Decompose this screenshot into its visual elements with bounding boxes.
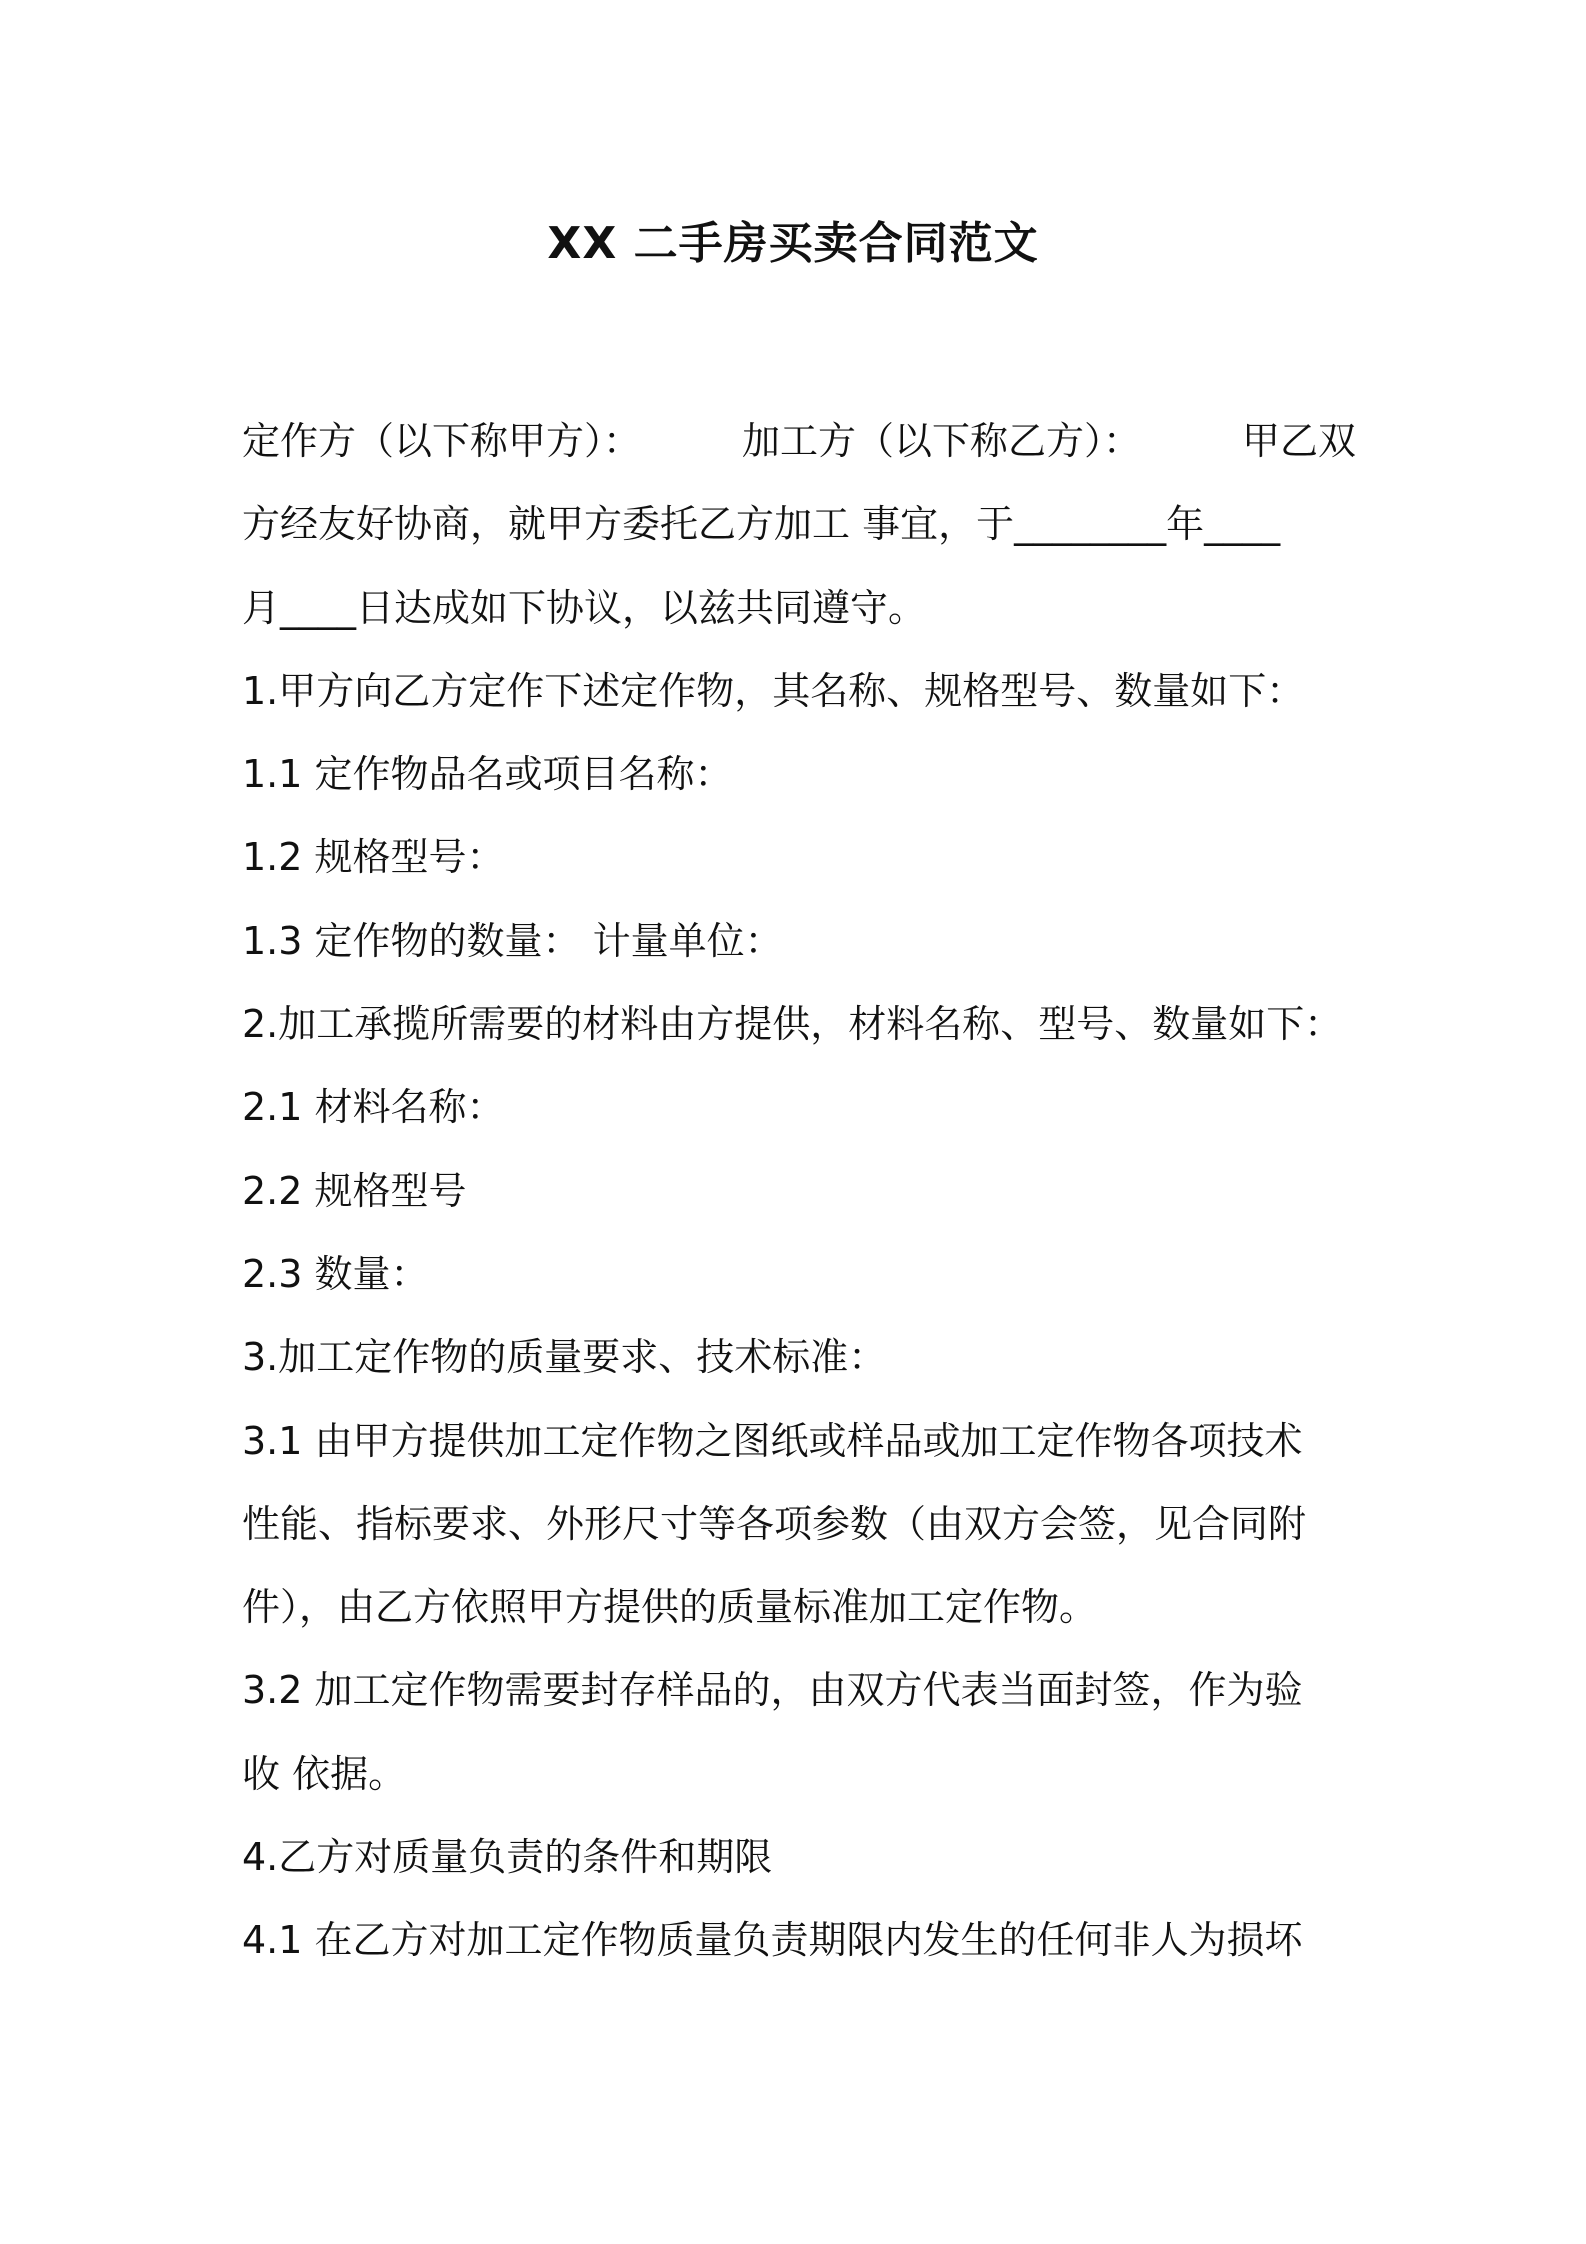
- clause-3: 3.加工定作物的质量要求、技术标准：: [242, 1335, 887, 1380]
- intro-line-1: [242, 400, 1356, 483]
- clause-2: 2.加工承揽所需要的材料由方提供，材料名称、型号、数量如下：: [242, 1002, 1343, 1047]
- clause-4: 4.乙方对质量负责的条件和期限: [242, 1835, 773, 1880]
- clause-2-1: 2.1 材料名称：: [242, 1085, 505, 1130]
- clause-3-1-line-3: 件），由乙方依照甲方提供的质量标准加工定作物。: [242, 1585, 1098, 1630]
- clause-1-3: 1.3 定作物的数量： 计量单位：: [242, 918, 783, 963]
- clause-1-1: 1.1 定作物品名或项目名称：: [242, 752, 733, 797]
- clause-3-1-line-2: 性能、指标要求、外形尺寸等各项参数（由双方会签，见合同附: [242, 1501, 1307, 1546]
- intro-text-start: 甲乙双: [1241, 419, 1356, 463]
- clause-2-2: 2.2 规格型号: [242, 1168, 467, 1213]
- document-title: XX 二手房买卖合同范文: [547, 218, 1039, 269]
- intro-line-3: 月____日达成如下协议，以兹共同遵守。: [242, 585, 927, 630]
- intro-line-2: 方经友好协商，就甲方委托乙方加工 事宜，于________年____: [242, 502, 1281, 547]
- clause-3-2-line-2: 收 依据。: [242, 1751, 407, 1796]
- clause-3-2-line-1: 3.2 加工定作物需要封存样品的，由双方代表当面封签，作为验: [242, 1668, 1303, 1713]
- document-body: [242, 400, 1356, 1983]
- clause-1: 1.甲方向乙方定作下述定作物，其名称、规格型号、数量如下：: [242, 668, 1305, 713]
- clause-3-1-line-1: 3.1 由甲方提供加工定作物之图纸或样品或加工定作物各项技术: [242, 1418, 1303, 1463]
- clause-2-3: 2.3 数量：: [242, 1251, 429, 1296]
- clause-4-1: 4.1 在乙方对加工定作物质量负责期限内发生的任何非人为损坏: [242, 1918, 1303, 1963]
- clause-1-2: 1.2 规格型号：: [242, 835, 505, 880]
- party-a-label: 定作方（以下称甲方）：: [242, 419, 642, 463]
- party-b-label: 加工方（以下称乙方）：: [741, 419, 1141, 463]
